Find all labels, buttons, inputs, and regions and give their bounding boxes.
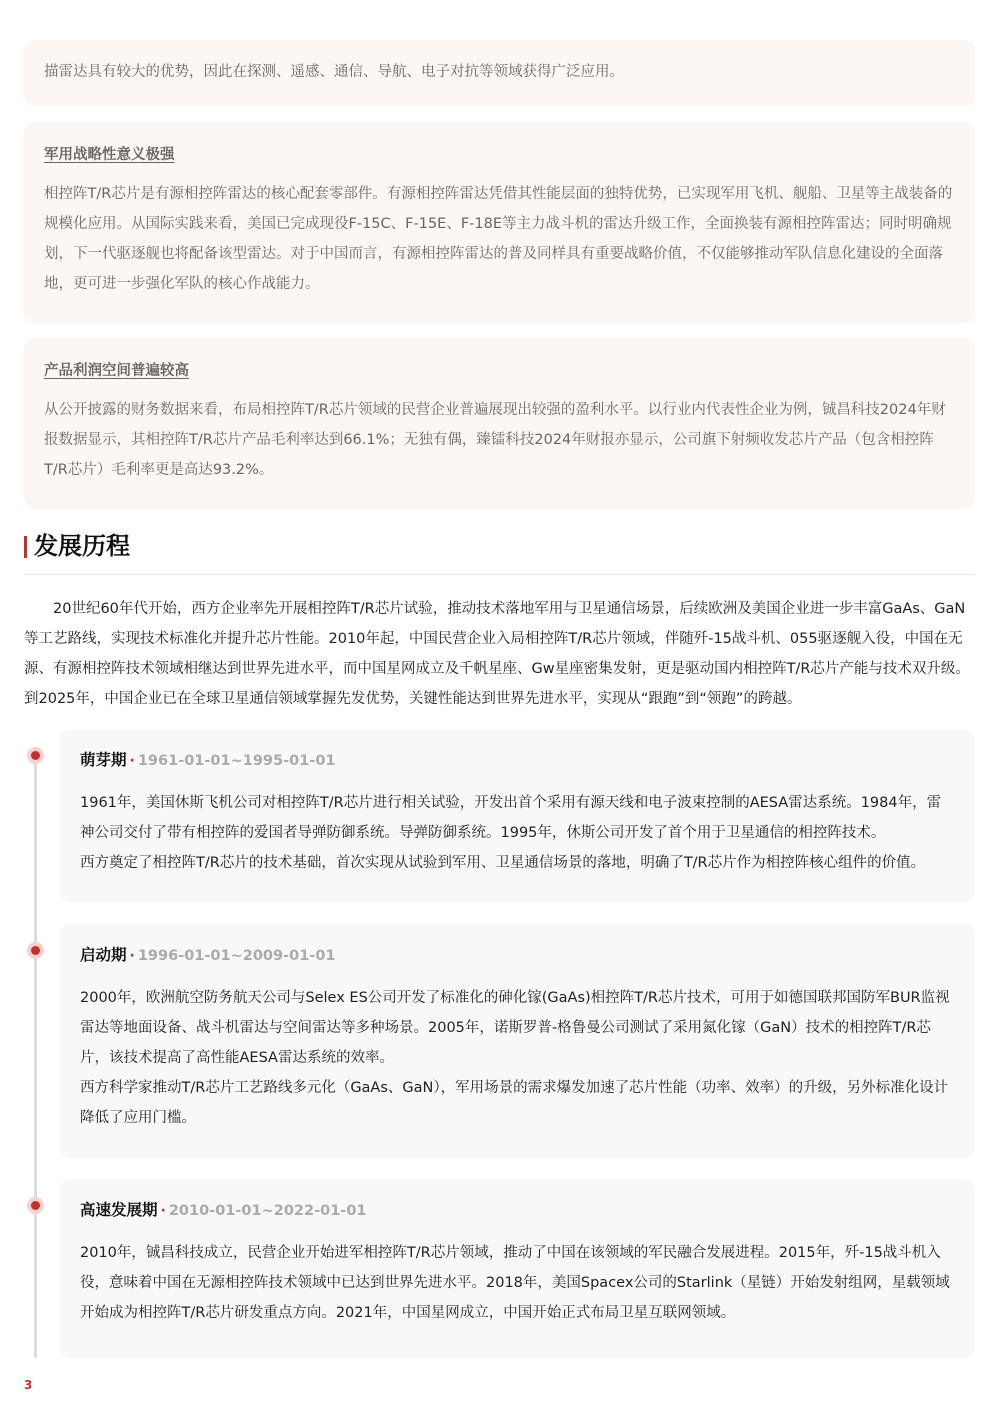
phase-separator: ·: [160, 1203, 166, 1219]
phase-name: 启动期: [80, 946, 127, 964]
timeline-dot-icon: [27, 1197, 44, 1214]
phase-events: 2000年，欧洲航空防务航天公司与Selex ES公司开发了标准化的砷化镓(GaAs)相控阵T/R芯片技术，可用于如德国联邦国防军BUR监视雷达等地面设备、战斗机雷达与空间雷达等多种场景。2005年，诺斯罗普-格鲁曼公司测试了采用氮化镓（GaN）技术的相控阵T/R芯片，该技术提高了高性能AESA雷达系统的效率。: [80, 990, 950, 1066]
section-title: 发展历程: [34, 532, 130, 560]
advantage-card-fragment: [24, 40, 975, 106]
phase-date-range: 1996-01-01~2009-01-01: [137, 948, 336, 964]
phase-summary: 西方奠定了相控阵T/R芯片的技术基础，首次实现从试验到军用、卫星通信场景的落地，明确了T/R芯片作为相控阵核心组件的价值。: [80, 855, 926, 871]
timeline-dot-icon: [27, 747, 44, 764]
advantage-card-body: 描雷达具有较大的优势，因此在探测、遥感、通信、导航、电子对抗等领域获得广泛应用。: [44, 64, 624, 80]
timeline-phase-embryonic: [60, 729, 975, 902]
timeline-phase-rapid-growth: [60, 1179, 975, 1358]
page-number: 3: [24, 1378, 33, 1392]
profit-margin-title: 产品利润空间普遍较高: [44, 363, 189, 379]
phase-separator: ·: [129, 948, 135, 964]
timeline-phase-startup: [60, 924, 975, 1158]
phase-header: [80, 1197, 955, 1224]
profit-margin-body: 从公开披露的财务数据来看，布局相控阵T/R芯片领域的民营企业普遍展现出较强的盈利水平。以行业内代表性企业为例，铖昌科技2024年财报数据显示，其相控阵T/R芯片产品毛利率达到66.1%；无独有偶，臻镭科技2024年财报亦显示，公司旗下射频收发芯片产品（包含相控阵T/R芯片）毛利率更是高达93.2%。: [44, 402, 946, 478]
phase-summary: 西方科学家推动T/R芯片工艺路线多元化（GaAs、GaN），军用场景的需求爆发加速了芯片性能（功率、效率）的升级，另外标准化设计降低了应用门槛。: [80, 1080, 949, 1126]
phase-date-range: 2010-01-01~2022-01-01: [168, 1203, 367, 1219]
phase-events: 2010年，铖昌科技成立，民营企业开始进军相控阵T/R芯片领域，推动了中国在该领域的军民融合发展进程。2015年，歼-15战斗机入役，意味着中国在无源相控阵技术领域中已达到世界先进水平。2018年，美国Spacex公司的Starlink（星链）开始发射组网，星载领域开始成为相控阵T/R芯片研发重点方向。2021年，中国星网成立，中国开始正式布局卫星互联网领域。: [80, 1245, 950, 1321]
history-intro: 20世纪60年代开始，西方企业率先开展相控阵T/R芯片试验，推动技术落地军用与卫星通信场景，后续欧洲及美国企业进一步丰富GaAs、GaN等工艺路线，实现技术标准化并提升芯片性能。2010年起，中国民营企业入局相控阵T/R芯片领域，伴随歼-15战斗机、055驱逐舰入役，中国在无源、有源相控阵技术领域相继达到世界先进水平，而中国星网成立及千帆星座、Gw星座密集发射，更是驱动国内相控阵T/R芯片产能与技术双升级。到2025年，中国企业已在全球卫星通信领域掌握先发优势，关键性能达到世界先进水平，实现从“跟跑”到“领跑”的跨越。: [24, 601, 970, 707]
timeline-line: [34, 756, 37, 1358]
phase-name: 高速发展期: [80, 1201, 158, 1219]
military-strategy-body: 相控阵T/R芯片是有源相控阵雷达的核心配套零部件。有源相控阵雷达凭借其性能层面的独特优势，已实现军用飞机、舰船、卫星等主战装备的规模化应用。从国际实践来看，美国已完成现役F-15C、F-15E、F-18E等主力战斗机的雷达升级工作，全面换装有源相控阵雷达；同时明确规划，下一代驱逐舰也将配备该型雷达。对于中国而言，有源相控阵雷达的普及同样具有重要战略价值，不仅能够推动军队信息化建设的全面落地，更可进一步强化军队的核心作战能力。: [44, 186, 953, 292]
military-strategy-title: 军用战略性意义极强: [44, 147, 175, 163]
phase-header: [80, 747, 955, 774]
military-strategy-card: [24, 122, 975, 323]
phase-separator: ·: [129, 753, 135, 769]
profit-margin-card: [24, 338, 975, 509]
section-heading: [24, 529, 975, 575]
phase-header: [80, 942, 955, 969]
timeline-dot-icon: [27, 942, 44, 959]
phase-name: 萌芽期: [80, 751, 127, 769]
section-accent-bar: [24, 536, 27, 558]
phase-date-range: 1961-01-01~1995-01-01: [137, 753, 336, 769]
phase-events: 1961年，美国休斯飞机公司对相控阵T/R芯片进行相关试验，开发出首个采用有源天线和电子波束控制的AESA雷达系统。1984年，雷神公司交付了带有相控阵的爱国者导弹防御系统。导弹防御系统。1995年，休斯公司开发了首个用于卫星通信的相控阵技术。: [80, 795, 942, 841]
